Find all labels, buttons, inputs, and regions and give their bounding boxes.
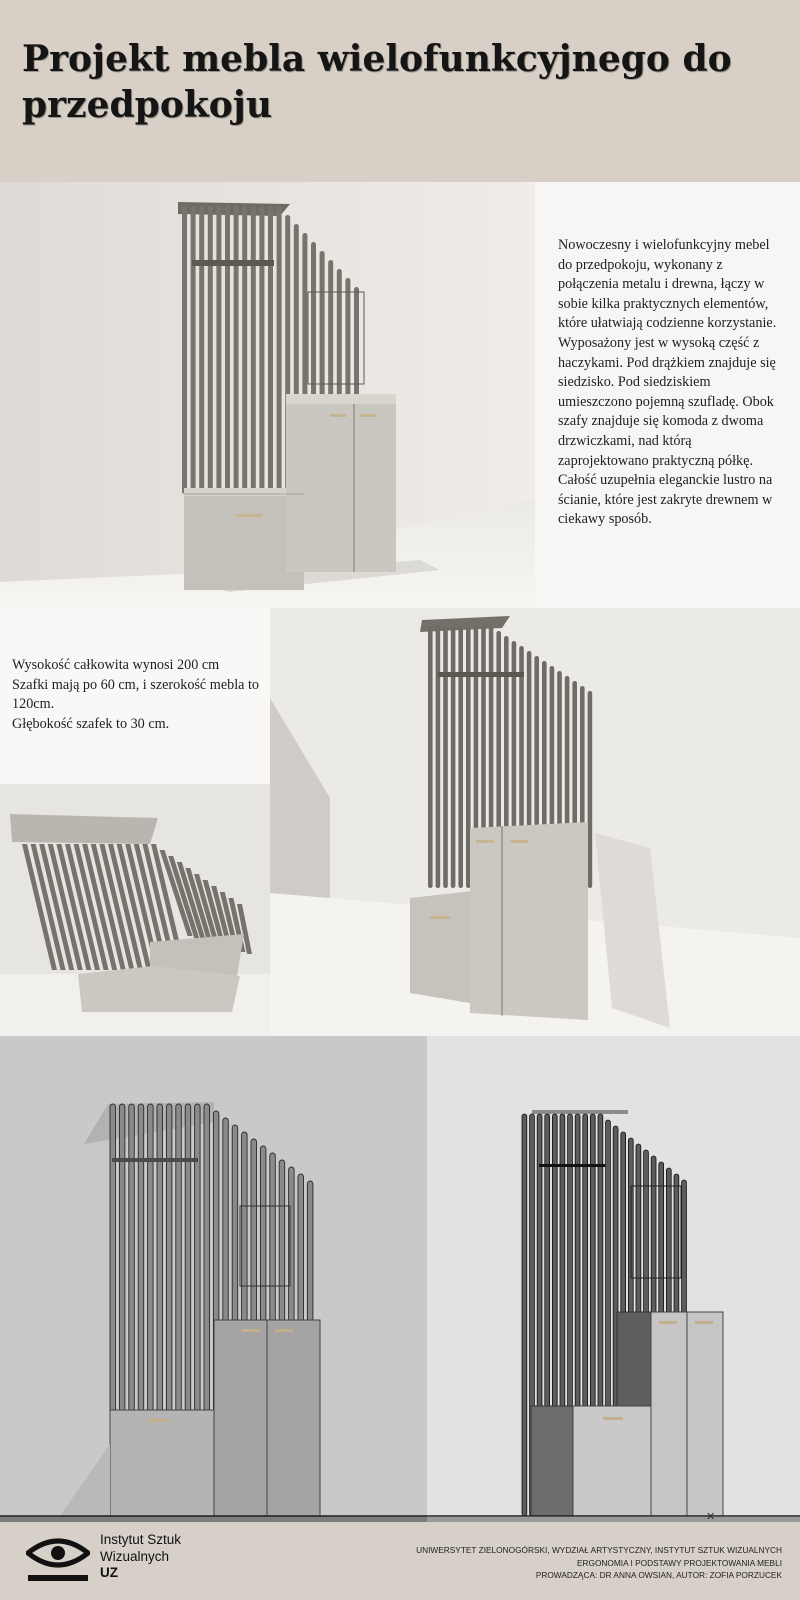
slat: [242, 206, 247, 494]
render-low-angle: [0, 784, 270, 1036]
slat: [216, 206, 221, 494]
slat: [259, 206, 264, 494]
credit-university: UNIWERSYTET ZIELONOGÓRSKI, WYDZIAŁ ARTYSTYCZNY, INSTYTUT SZTUK WIZUALNYCH: [416, 1545, 782, 1555]
slat: [251, 206, 256, 494]
slat: [451, 626, 456, 888]
slat: [148, 1104, 154, 1416]
logo-line-3: UZ: [100, 1565, 118, 1580]
slat: [182, 206, 187, 494]
slat: [191, 206, 196, 494]
cross-marker-icon: ✕: [706, 1510, 716, 1522]
slat: [458, 626, 463, 888]
slat: [199, 206, 204, 494]
slat: [129, 1104, 135, 1416]
slat: [522, 1114, 527, 1516]
dimensions-text: [12, 656, 267, 734]
slat: [225, 206, 230, 494]
logo-line-2: Wizualnych: [100, 1548, 170, 1564]
slat: [110, 1104, 116, 1416]
slat: [195, 1104, 201, 1416]
logo-line-1: Instytut Sztuk: [100, 1532, 182, 1547]
render-perspective-front: [0, 182, 535, 608]
slat: [277, 206, 282, 494]
dimension-line-height: Wysokość całkowita wynosi 200 cm: [12, 657, 220, 673]
slat: [185, 1104, 191, 1416]
slat: [119, 1104, 125, 1416]
credit-authors: PROWADZĄCA: DR ANNA OWSIAN, AUTOR: ZOFIA PORZUCEK: [535, 1570, 782, 1580]
description-text: Nowoczesny i wielofunkcyjny mebel do przedpokoju, wykonany z połączenia metalu i drewna, łączy w sobie kilka praktycznych elementów, które ułatwiają codzienne korzystanie. Wyposażony jest w wysoką część z haczykami. Pod drążkiem znajduje się siedzisko. Pod siedziskiem umieszczono pojemną szufladę. Obok szafy znajduje się komoda z dwoma drzwiczkami, nad którą zaprojektowano praktyczną półkę. Całość uzupełnia eleganckie lustro na ścianie, które jest zakryte drewnem w ciekawy sposób.: [558, 237, 777, 528]
dimension-line-depth: Głębokość szafek to 30 cm.: [12, 715, 170, 732]
institute-logo-text: [100, 1532, 181, 1582]
slat: [157, 1104, 163, 1416]
slat: [443, 626, 448, 888]
slat: [466, 626, 471, 888]
slat: [208, 206, 213, 494]
slat: [268, 206, 273, 494]
slat: [166, 1104, 172, 1416]
slat: [234, 206, 239, 494]
slat: [588, 691, 593, 888]
footer-credits: [416, 1544, 782, 1582]
credit-course: ERGONOMIA I PODSTAWY PROJEKTOWANIA MEBLI: [577, 1557, 782, 1568]
render-perspective-angle: [270, 608, 800, 1036]
elevation-drawing-right: [427, 1036, 800, 1522]
page-title: Projekt mebla wielofunkcyjnego do przedpokoju: [22, 38, 732, 126]
slat: [204, 1104, 210, 1416]
slat: [436, 626, 441, 888]
dimension-line-width: Szafki mają po 60 cm, i szerokość mebla to 120cm.: [12, 676, 260, 712]
slat: [138, 1104, 144, 1416]
slat: [176, 1104, 182, 1416]
slat: [428, 626, 433, 888]
eye-icon: [26, 1535, 90, 1585]
elevation-drawing-left: [0, 1036, 427, 1522]
